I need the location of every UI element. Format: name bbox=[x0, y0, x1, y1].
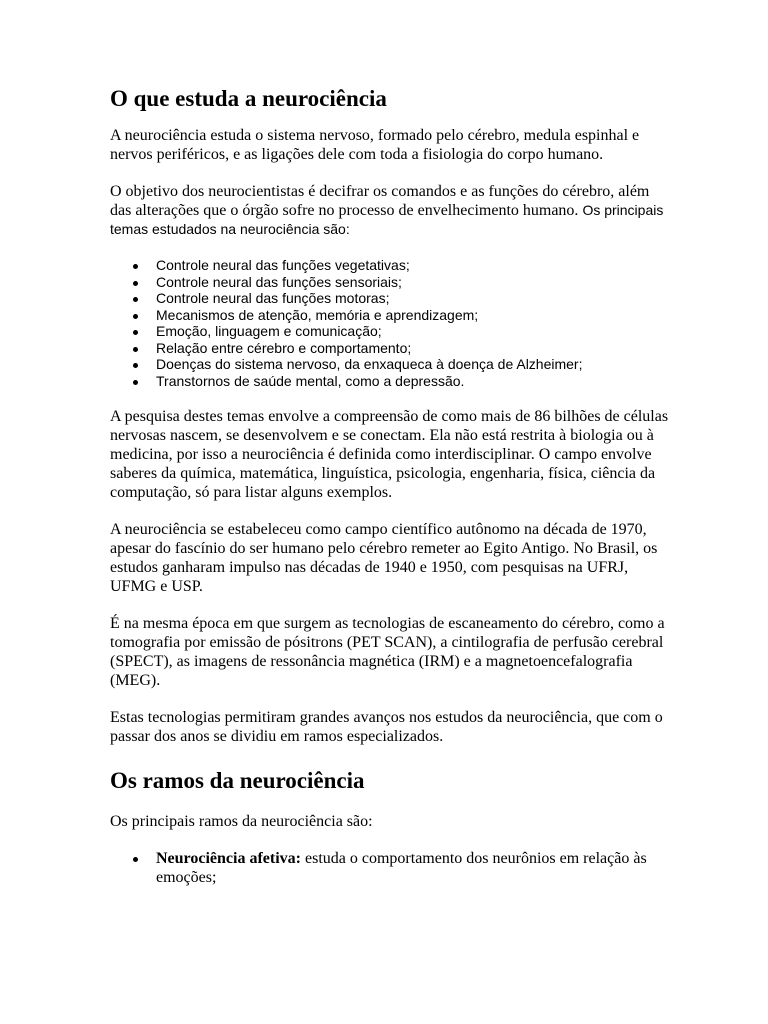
paragraph-objective-text: O objetivo dos neurocientistas é decifrar os comandos e as funções do cérebro, além das alterações que o órgão sofre no processo de envelhecimento humano. bbox=[110, 183, 650, 219]
list-item: Controle neural das funções vegetativas; bbox=[110, 257, 670, 274]
branches-list bbox=[110, 849, 670, 887]
list-item: Relação entre cérebro e comportamento; bbox=[110, 340, 670, 357]
branch-description: estuda o comportamento dos neurônios em relação às emoções; bbox=[156, 850, 647, 886]
paragraph-advances: Estas tecnologias permitiram grandes avanços nos estudos da neurociência, que com o passar dos anos se dividiu em ramos especializados. bbox=[110, 709, 663, 745]
list-item bbox=[110, 849, 670, 887]
section-title-branches: Os ramos da neurociência bbox=[110, 768, 365, 793]
paragraph-objective-topics-lead: Os principais temas estudados na neurociência são: bbox=[110, 202, 664, 237]
branch-term: Neurociência afetiva: bbox=[156, 850, 301, 867]
list-item: Transtornos de saúde mental, como a depressão. bbox=[110, 373, 670, 390]
paragraph-branches-intro: Os principais ramos da neurociência são: bbox=[110, 813, 373, 830]
list-item: Emoção, linguagem e comunicação; bbox=[110, 323, 670, 340]
paragraph-definition: A neurociência estuda o sistema nervoso, formado pelo cérebro, medula espinhal e nervos periféricos, e as ligações dele com toda a fisiologia do corpo humano. bbox=[110, 127, 640, 163]
paragraph-research: A pesquisa destes temas envolve a compreensão de como mais de 86 bilhões de células nervosas nascem, se desenvolvem e se conectam. Ela não está restrita à biologia ou à medicina, por isso a neurociência é definida como interdisciplinar. O campo envolve saberes da química, matemática, linguística, psicologia, engenharia, física, ciência da computação, só para listar alguns exemplos. bbox=[110, 408, 669, 501]
list-item: Controle neural das funções motoras; bbox=[110, 290, 670, 307]
topics-list bbox=[110, 257, 670, 389]
paragraph-history: A neurociência se estabeleceu como campo científico autônomo na década de 1970, apesar do fascínio do ser humano pelo cérebro remeter ao Egito Antigo. No Brasil, os estudos ganharam impulso nas décadas de 1940 e 1950, com pesquisas na UFRJ, UFMG e USP. bbox=[110, 521, 658, 595]
document-page bbox=[110, 84, 670, 887]
list-item: Mecanismos de atenção, memória e aprendizagem; bbox=[110, 307, 670, 324]
paragraph-scanning-technologies: É na mesma época em que surgem as tecnologias de escaneamento do cérebro, como a tomografia por emissão de pósitrons (PET SCAN), a cintilografia de perfusão cerebral (SPECT), as imagens de ressonância magnética (IRM) e a magnetoencefalografia (MEG). bbox=[110, 615, 665, 689]
paragraph-objective bbox=[110, 182, 670, 239]
section-title-what-neuroscience-studies: O que estuda a neurociência bbox=[110, 86, 387, 111]
list-item: Controle neural das funções sensoriais; bbox=[110, 274, 670, 291]
list-item: Doenças do sistema nervoso, da enxaqueca à doença de Alzheimer; bbox=[110, 356, 670, 373]
